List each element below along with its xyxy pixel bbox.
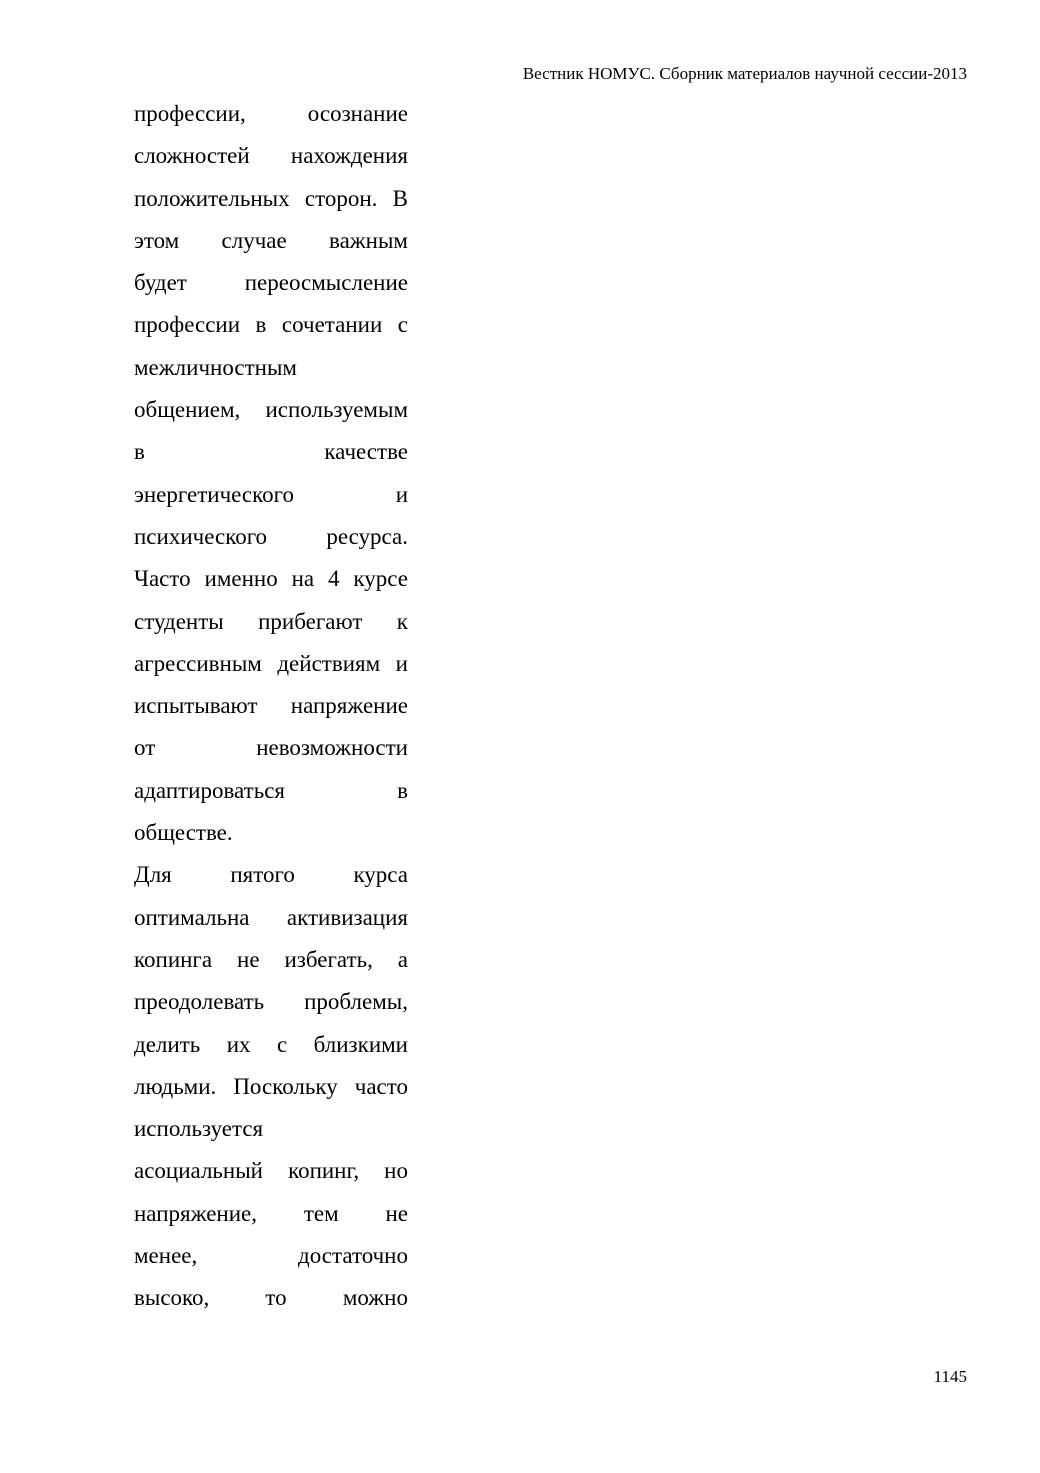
word: нахождения <box>290 143 408 169</box>
word: именно <box>204 566 278 592</box>
text-line <box>134 474 408 516</box>
word: ресурса. <box>326 523 408 549</box>
word: проблемы, <box>304 989 408 1015</box>
word: переосмысление <box>244 270 408 296</box>
word: Часто <box>134 566 191 592</box>
word: достаточно <box>298 1243 408 1269</box>
word: напряжение, <box>134 1200 257 1226</box>
body-text-column <box>134 93 408 1320</box>
text-line <box>134 93 408 135</box>
word: используется <box>134 1116 264 1142</box>
word: высоко, <box>134 1285 210 1311</box>
word: но <box>384 1158 408 1184</box>
text-line <box>134 558 408 600</box>
word: невозможности <box>256 735 408 761</box>
word: этом <box>134 227 180 253</box>
word: курсе <box>353 566 408 592</box>
text-line <box>134 1108 408 1150</box>
word: близкими <box>313 1031 408 1057</box>
text-line <box>134 981 408 1023</box>
word: в <box>397 777 408 803</box>
text-line <box>134 1066 408 1108</box>
text-line <box>134 897 408 939</box>
text-line <box>134 347 408 389</box>
text-line <box>134 178 408 220</box>
text-line <box>134 770 408 812</box>
text-line <box>134 1150 408 1192</box>
word: испытывают <box>134 693 258 719</box>
word: напряжение <box>290 693 408 719</box>
text-line <box>134 1193 408 1235</box>
word: с <box>397 312 408 338</box>
text-line <box>134 220 408 262</box>
word: осознание <box>307 101 408 126</box>
word: и <box>395 650 408 676</box>
word: часто <box>354 1073 408 1099</box>
word: Поскольку <box>233 1073 338 1099</box>
text-line <box>134 431 408 473</box>
word: энергетического <box>134 481 295 507</box>
word: в <box>255 312 267 338</box>
word: с <box>276 1031 288 1057</box>
word: 4 <box>328 566 340 592</box>
word: копинга <box>134 946 213 972</box>
word: людьми. <box>134 1073 217 1099</box>
text-line <box>134 516 408 558</box>
word: тем <box>303 1200 339 1226</box>
word: профессии <box>134 312 241 338</box>
running-header: Вестник НОМУС. Сборник материалов научной сессии-2013 <box>522 64 967 83</box>
word: обществе. <box>134 820 233 846</box>
word: адаптироваться <box>134 777 285 803</box>
word: не <box>385 1200 408 1226</box>
word: курса <box>353 862 408 888</box>
word: прибегают <box>258 608 363 634</box>
word: то <box>265 1285 287 1311</box>
word: а <box>397 946 408 972</box>
word: межличностным <box>134 354 297 380</box>
word: от <box>134 735 156 761</box>
word: качестве <box>324 439 408 465</box>
text-line <box>134 1024 408 1066</box>
word: менее, <box>134 1243 198 1269</box>
word: копинг, <box>288 1158 360 1184</box>
word: преодолевать <box>134 989 265 1015</box>
text-line <box>134 262 408 304</box>
word: и <box>395 481 408 507</box>
word: к <box>396 608 408 634</box>
word: в <box>134 439 145 465</box>
word: на <box>291 566 315 592</box>
word: студенты <box>134 608 224 634</box>
word: сочетании <box>281 312 383 338</box>
word: используемым <box>265 397 408 423</box>
word: можно <box>342 1285 408 1311</box>
text-line <box>134 601 408 643</box>
word: активизация <box>286 904 408 930</box>
word: положительных <box>134 185 290 211</box>
word: случае <box>221 227 287 253</box>
word: не <box>237 946 260 972</box>
text-line <box>134 812 408 854</box>
page-number: 1145 <box>933 1367 967 1386</box>
text-line <box>134 304 408 346</box>
text-line <box>134 1277 408 1319</box>
text-line <box>134 389 408 431</box>
word: важным <box>329 227 408 253</box>
word: сторон. <box>304 185 378 211</box>
word: Для <box>134 862 172 888</box>
text-line <box>134 643 408 685</box>
text-line <box>134 685 408 727</box>
word: оптимальна <box>134 904 250 930</box>
word: пятого <box>230 862 295 888</box>
text-line <box>134 135 408 177</box>
word: делить <box>134 1031 201 1057</box>
word: психического <box>134 523 268 549</box>
text-line <box>134 727 408 769</box>
word: профессии, <box>134 101 246 126</box>
word: В <box>392 185 408 211</box>
word: асоциальный <box>134 1158 263 1184</box>
word: действиям <box>277 650 381 676</box>
text-line <box>134 854 408 896</box>
word: будет <box>134 270 187 296</box>
text-line <box>134 1235 408 1277</box>
word: общением, <box>134 397 241 423</box>
text-line <box>134 939 408 981</box>
word: избегать, <box>284 946 373 972</box>
word: их <box>226 1031 251 1057</box>
word: агрессивным <box>134 650 262 676</box>
word: сложностей <box>134 143 250 169</box>
